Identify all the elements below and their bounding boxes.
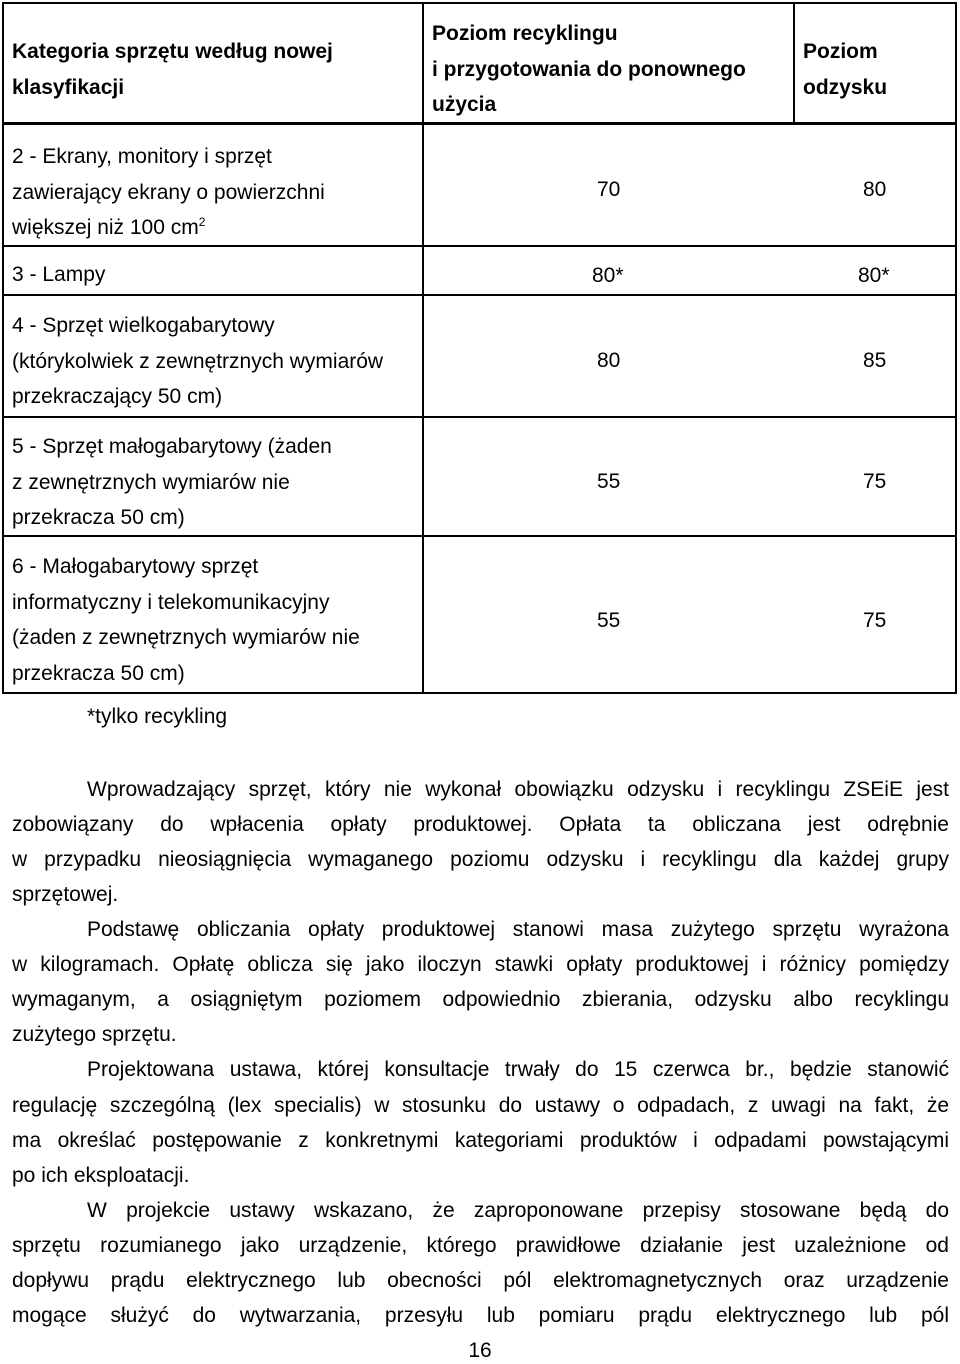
text-line: sprzętowej. [12, 883, 119, 906]
row-separator-2 [2, 294, 957, 296]
text-line: po ich eksploatacji. [12, 1164, 190, 1187]
text-line: zużytego sprzętu. [12, 1023, 177, 1046]
recovery-value: 75 [863, 609, 887, 632]
text-line: wymaganym, a osiągniętym poziomem odpowiednio zbierania, odzysku albo recyklingu [12, 988, 949, 1011]
header-recovery-line: Poziom [803, 40, 878, 63]
recovery-value: 75 [863, 470, 887, 493]
table-footnote: *tylko recykling [87, 705, 228, 728]
category-line: 6 - Małogabarytowy sprzęt [12, 555, 259, 578]
category-line: przekracza 50 cm) [12, 661, 185, 685]
category-line [12, 210, 325, 246]
table-border-left [2, 2, 4, 694]
header-category-line: klasyfikacji [12, 75, 125, 99]
text-line: regulację szczególną (lex specialis) w stosunku do ustawy o odpadach, z uwagi na fakt, że [12, 1094, 949, 1117]
row-category-5 [12, 429, 332, 536]
table-border-right [955, 2, 957, 694]
text-line: ma określać postępowanie z konkretnymi kategoriami produktów i odpadami powstającymi [12, 1129, 949, 1152]
requirements-table [2, 2, 957, 694]
category-line: informatyczny i telekomunikacyjny [12, 590, 330, 614]
row-category-3 [12, 257, 105, 293]
recycling-value: 80 [597, 349, 621, 372]
page-number: 16 [468, 1339, 492, 1362]
category-line: 4 - Sprzęt wielkogabarytowy [12, 314, 275, 337]
text-line: Podstawę obliczania opłaty produktowej stanowi masa zużytego sprzętu wyrażona [87, 918, 949, 941]
table-border-top [2, 2, 957, 4]
header-recovery-line: odzysku [803, 75, 888, 99]
header-recycling [432, 16, 746, 123]
table-divider-1 [422, 2, 424, 694]
text-line: w kilogramach. Opłatę oblicza się jako iloczyn stawki opłaty produktowej i różnicy pomiędzy [12, 953, 949, 976]
row-category-2 [12, 139, 325, 246]
header-category [12, 34, 333, 105]
recycling-value: 55 [597, 470, 621, 493]
category-text: większej niż 100 cm [12, 216, 199, 239]
row-category-6 [12, 549, 360, 691]
category-line: zawierający ekrany o powierzchni [12, 180, 325, 204]
text-line: Projektowana ustawa, której konsultacje trwały do 15 czerwca br., będzie stanowić [87, 1058, 949, 1081]
recovery-value: 80 [863, 178, 887, 201]
row-category-4 [12, 308, 383, 415]
text-line: Wprowadzający sprzęt, który nie wykonał obowiązku odzysku i recyklingu ZSEiE jest [87, 778, 949, 801]
text-line: W projekcie ustawy wskazano, że zaproponowane przepisy stosowane będą do [87, 1199, 949, 1222]
category-line: 5 - Sprzęt małogabarytowy (żaden [12, 435, 332, 458]
table-border-bottom [2, 692, 957, 694]
header-recycling-line: Poziom recyklingu [432, 22, 618, 45]
header-recycling-line: i przygotowania do ponownego [432, 57, 746, 81]
text-line: w przypadku nieosiągnięcia wymaganego poziomu odzysku i recyklingu dla każdej grupy [12, 848, 949, 871]
category-line: (żaden z zewnętrznych wymiarów nie [12, 626, 360, 649]
category-line: przekracza 50 cm) [12, 506, 185, 529]
text-line: zobowiązany do wpłacenia opłaty produktowej. Opłata ta obliczana jest odrębnie [12, 813, 949, 836]
table-divider-2-header [793, 2, 795, 124]
category-line: 2 - Ekrany, monitory i sprzęt [12, 145, 272, 168]
text-line: mogące służyć do wytwarzania, przesyłu lub pomiaru prądu elektrycznego lub pól [12, 1304, 949, 1327]
category-line: 3 - Lampy [12, 263, 106, 286]
header-recovery [803, 34, 887, 105]
row-separator-3 [2, 416, 957, 418]
recovery-value: 85 [863, 349, 887, 372]
superscript: 2 [198, 215, 206, 229]
category-line: (którykolwiek z zewnętrznych wymiarów [12, 349, 384, 373]
category-line: z zewnętrznych wymiarów nie [12, 470, 290, 494]
text-line: dopływu prądu elektrycznego lub obecności pól elektromagnetycznych oraz urządzenie [12, 1269, 949, 1292]
recycling-value: 70 [597, 178, 621, 201]
recycling-value: 80* [592, 264, 624, 287]
recycling-value: 55 [597, 609, 621, 632]
header-category-line: Kategoria sprzętu według nowej [12, 40, 333, 63]
text-line: sprzętu rozumianego jako urządzenie, którego prawidłowe działanie jest uzależnione od [12, 1234, 949, 1257]
category-line: przekraczający 50 cm) [12, 385, 223, 408]
recovery-value: 80* [858, 264, 890, 287]
header-recycling-line: użycia [432, 93, 497, 116]
